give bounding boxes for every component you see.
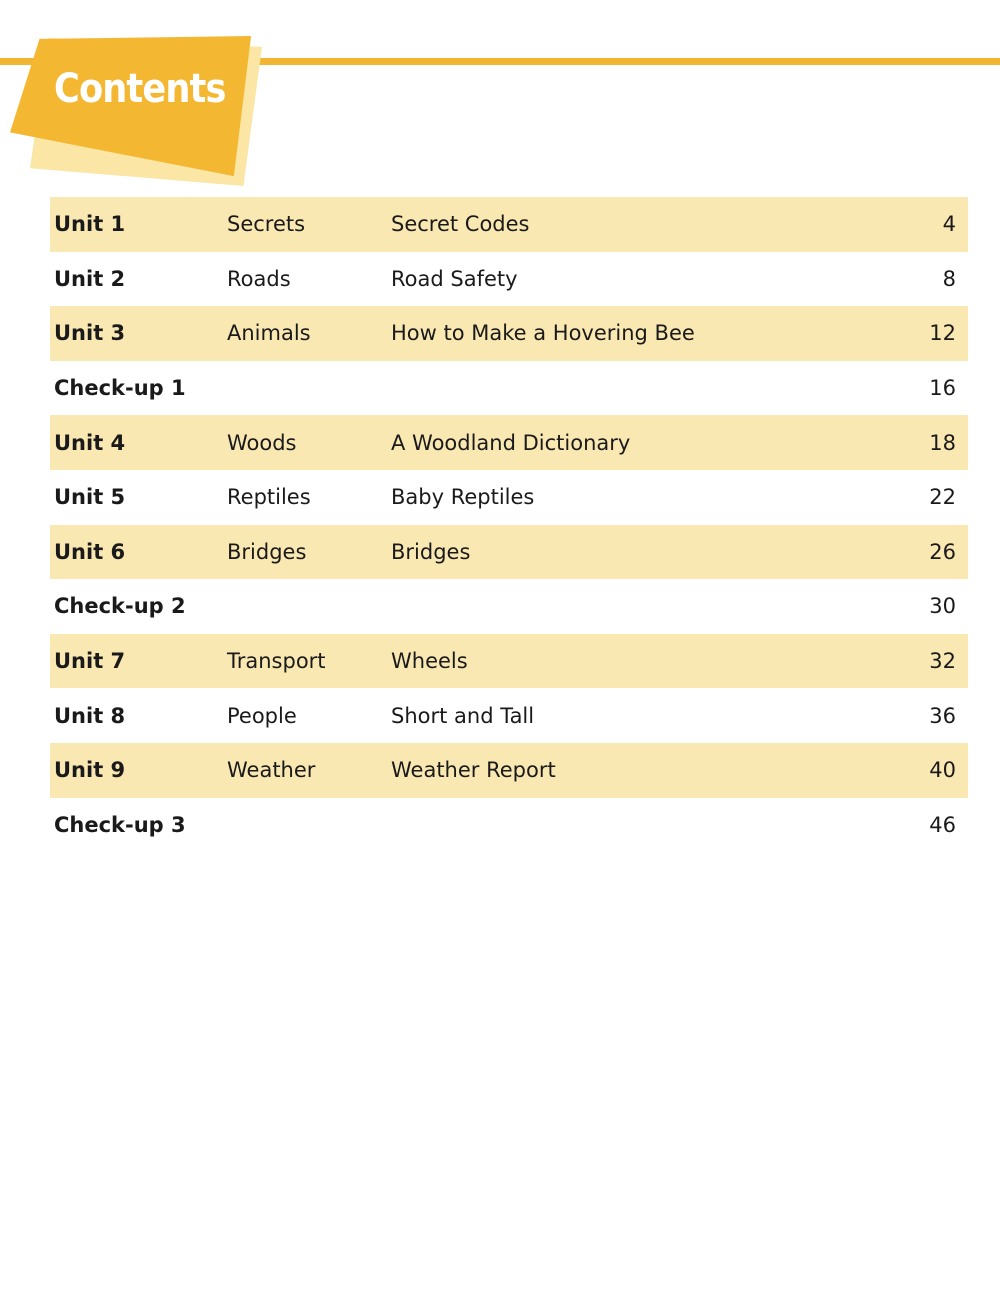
toc-unit-label: Check-up 3 bbox=[54, 812, 186, 837]
toc-unit-label: Unit 6 bbox=[54, 539, 126, 564]
toc-unit-label: Unit 8 bbox=[54, 703, 126, 728]
toc-title: A Woodland Dictionary bbox=[391, 430, 631, 455]
toc-page-number: 40 bbox=[929, 758, 956, 783]
toc-title: Wheels bbox=[391, 649, 468, 674]
toc-row-check-up-1[interactable] bbox=[50, 361, 968, 416]
toc-topic: Weather bbox=[227, 758, 316, 783]
toc-unit-label: Check-up 1 bbox=[54, 376, 186, 401]
toc-page-number: 16 bbox=[929, 376, 956, 401]
toc-row-unit-2[interactable] bbox=[50, 252, 968, 307]
toc-row-unit-7[interactable] bbox=[50, 634, 968, 689]
page-title: Contents bbox=[54, 66, 226, 112]
toc-page-number: 12 bbox=[929, 321, 956, 346]
toc-unit-label: Unit 9 bbox=[54, 758, 126, 783]
toc-title: Road Safety bbox=[391, 266, 518, 291]
toc-title: Short and Tall bbox=[391, 703, 535, 728]
toc-title: Bridges bbox=[391, 539, 471, 564]
toc-row-unit-1[interactable] bbox=[50, 197, 968, 252]
toc-unit-label: Unit 2 bbox=[54, 266, 126, 291]
toc-row-unit-6[interactable] bbox=[50, 525, 968, 580]
toc-page-number: 32 bbox=[929, 649, 956, 674]
toc-topic: Woods bbox=[227, 430, 297, 455]
toc-page-number: 8 bbox=[942, 266, 956, 291]
toc-topic: Roads bbox=[227, 266, 291, 291]
toc-row-unit-4[interactable] bbox=[50, 415, 968, 470]
toc-topic: Secrets bbox=[227, 212, 306, 237]
toc-page-number: 36 bbox=[929, 703, 956, 728]
toc-page-number: 30 bbox=[929, 594, 956, 619]
toc-page-number: 22 bbox=[929, 485, 956, 510]
toc-title: Weather Report bbox=[391, 758, 556, 783]
toc-unit-label: Unit 1 bbox=[54, 212, 126, 237]
toc-row-unit-3[interactable] bbox=[50, 306, 968, 361]
toc-unit-label: Unit 5 bbox=[54, 485, 126, 510]
toc-title: Secret Codes bbox=[391, 212, 530, 237]
toc-row-unit-9[interactable] bbox=[50, 743, 968, 798]
toc-row-unit-5[interactable] bbox=[50, 470, 968, 525]
toc-unit-label: Unit 4 bbox=[54, 430, 126, 455]
contents-table bbox=[50, 197, 968, 852]
toc-page-number: 4 bbox=[942, 212, 956, 237]
toc-unit-label: Unit 3 bbox=[54, 321, 126, 346]
toc-row-check-up-2[interactable] bbox=[50, 579, 968, 634]
toc-page-number: 46 bbox=[929, 812, 956, 837]
toc-unit-label: Check-up 2 bbox=[54, 594, 186, 619]
toc-unit-label: Unit 7 bbox=[54, 649, 126, 674]
toc-row-check-up-3[interactable] bbox=[50, 798, 968, 853]
toc-topic: Reptiles bbox=[227, 485, 311, 510]
toc-title: How to Make a Hovering Bee bbox=[391, 321, 695, 346]
toc-row-unit-8[interactable] bbox=[50, 688, 968, 743]
toc-topic: Bridges bbox=[227, 539, 307, 564]
toc-page-number: 26 bbox=[929, 539, 956, 564]
toc-title: Baby Reptiles bbox=[391, 485, 535, 510]
toc-topic: People bbox=[227, 703, 297, 728]
toc-topic: Animals bbox=[227, 321, 311, 346]
toc-page-number: 18 bbox=[929, 430, 956, 455]
toc-topic: Transport bbox=[227, 649, 326, 674]
